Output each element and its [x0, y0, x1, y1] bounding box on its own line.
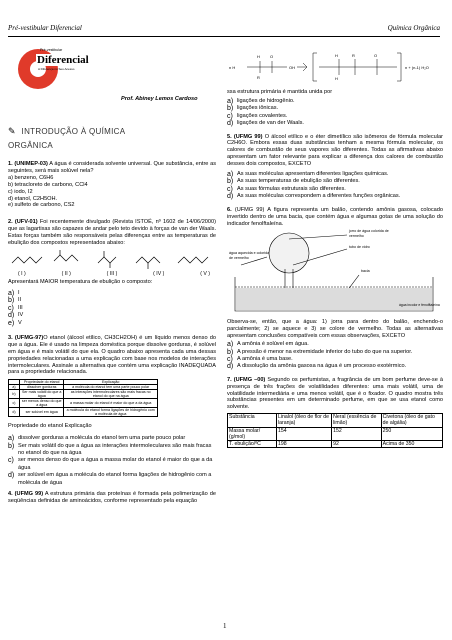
q6-option-b: b) A pressão é menor na extremidade inferior do tubo do que na superior.: [227, 348, 413, 356]
table-row: b) Ser mais volátil do que a água as interações intermoleculares são mais fracas no etanol do que na água: [9, 390, 158, 399]
q2-option-b: b) II: [8, 297, 22, 305]
svg-text:O: O: [270, 54, 274, 59]
q2-after: Apresentará MAIOR temperatura de ebulição o composto:: [8, 278, 153, 285]
ammonia-fountain-figure: [227, 229, 443, 317]
header-rule: [8, 36, 440, 37]
svg-text:H: H: [257, 54, 260, 59]
q3-options: [8, 435, 216, 487]
question-7: 7. (UFMG –00) Segundo os perfumistas, a fragrância de um bom perfume deve-se à presença de três frações de volatilidades diferentes: uma mais volátil, uma de volatilidade intermediária e uma menos volátil, que é o fixador. O quadro mostra três substâncias presentes em um determinado perfume, em que se usa etanol como solvente.: [227, 376, 443, 411]
q3-table: Propriedade do etanol Explicação a) dissolver gorduras a molécula do etanol tem uma parte pouco polar b) Ser mais volátil do que a água as interações intermoleculares são mais fracas no etanol do que na água c) ser menos denso do que a água a massa molar do etanol é maior do que a da água d) ser solúvel em água a molécula do etanol forma ligações de hidrogênio com a molécula de água: [8, 379, 158, 417]
fig-label-jorro: jorro de água colorida de vermelho: [349, 229, 389, 238]
q1-option-b: b) tetracloreto de carbono, CCl4: [8, 181, 88, 188]
q1-option-a: a) benzeno, C6H6: [8, 174, 54, 181]
svg-text:n + (n-1) H₂O: n + (n-1) H₂O: [405, 65, 429, 70]
q6-options: [227, 341, 443, 371]
author: Prof. Abiney Lemos Cardoso: [121, 96, 198, 102]
q6-option-c: c) A amônia é uma base.: [227, 355, 293, 363]
fig-label-agua-aquecida: água aquecida e colorida de vermelho: [229, 251, 270, 260]
svg-text:OH: OH: [289, 65, 295, 70]
logo-pre: Pré-vestibular: [40, 48, 63, 52]
q1-option-d: d) etanol, C2H5OH.: [8, 195, 58, 202]
page-number: 1: [223, 622, 227, 630]
svg-text:O: O: [374, 53, 378, 58]
q1-option-e: e) sulfeto de carbono, CS2: [8, 202, 75, 209]
q2-option-e: e) V: [8, 319, 22, 327]
q6-after: Observa-se, então, que a água: 1) jorra para dentro do balão, enchendo-o parcialmente; 2) se aquece e 3) se colore de vermelho. Todas as alternativas apresentam conclusões compatíveis com essas observações, EXCETO: [227, 319, 443, 340]
q5-option-d: d) As suas moléculas correspondem a diferentes funções orgânicas.: [227, 193, 401, 201]
q4-option-c: c) ligações covalentes.: [227, 112, 288, 120]
q3-option-c: c) ser menos denso do que a água a massa molar do etanol é maior do que a da água: [8, 457, 213, 471]
q4-option-d: d) ligações de van der Waals.: [227, 120, 304, 128]
q3-after: Propriedade do etanol Explicação: [8, 423, 92, 430]
polymerization-equation-figure: [227, 45, 443, 89]
svg-text:R: R: [257, 75, 260, 80]
svg-text:n H: n H: [229, 65, 236, 70]
q5-options: [227, 171, 443, 201]
fig-label-bacia: bacia: [361, 269, 370, 274]
q2-options: [8, 290, 216, 327]
q4-option-a: a) ligações de hidrogênio.: [227, 97, 295, 105]
question-1: 1. (UNIMEP-03) A água é considerada solvente universal. Que substância, entre as seguintes, será mais solúvel nela?: [8, 161, 216, 174]
q2-option-a: a) I: [8, 289, 20, 297]
question-2: 2. (UFV-01) Foi recentemente divulgado (Revista ISTOÉ, nº 1602 de 14/06/2000) que as lagartixas são capazes de andar pelo teto devido à forças de van der Waals. Estas forças também são responsáveis pelas diferenças entre as temperaturas de ebulição dos compostos representados abaixo:: [8, 219, 216, 247]
svg-text:H: H: [335, 53, 338, 58]
q1-option-c: c) iodo, I2: [8, 188, 33, 195]
compound-labels: ( I ) ( II ) ( III ) ( IV ) ( V ): [18, 270, 210, 277]
right-column: [227, 45, 443, 448]
q5-option-c: c) As suas fórmulas estruturais são diferentes.: [227, 185, 346, 193]
q6-option-d: d) A dissolução da amônia gasosa na água é um processo exotérmico.: [227, 363, 407, 371]
q4-continuation: ssa estrutura primária é mantida unida por: [227, 89, 333, 95]
q4-options: [227, 98, 443, 128]
q5-option-a: a) As suas moléculas apresentam diferentes ligações químicas.: [227, 171, 389, 179]
table-row: d) ser solúvel em água a molécula do etanol forma ligações de hidrogênio com a molécula de água: [9, 408, 158, 417]
logo-name: Diferencial: [37, 54, 89, 66]
header-left: Pré-vestibular Diferencial: [8, 24, 82, 32]
q5-option-b: b) As suas temperaturas de ebulição são diferentes.: [227, 178, 360, 186]
question-3: 3. (UFMG-97)O etanol (álcool etílico, CH3CH2OH) é um líquido menos denso do que a água. Ele é usado na limpeza doméstica porque dissolve gorduras, é solúvel em água e é mais volátil do que ela. O quadro abaixo apresenta cada uma dessas propriedades relacionadas a uma explicação com base nos modelos de interações intermoleculares. Assinale a alternativa que contém uma explicação INADEQUADA para a propriedade relacionada.: [8, 334, 217, 376]
pencil-icon: ✎: [8, 126, 16, 136]
table-row: T. ebulição/ºC 198 92 Acima de 350: [228, 441, 443, 448]
q4-option-b: b) ligações iônicas.: [227, 105, 279, 113]
q3-option-d: d) ser solúvel em água a molécula do etanol forma ligações de hidrogênio com a molécula de água: [8, 472, 212, 486]
svg-text:R: R: [352, 53, 355, 58]
q2-option-d: d) IV: [8, 312, 24, 320]
q3-option-b: b) Ser mais volátil do que a água as interações intermoleculares são mais fracas no etanol do que na água: [8, 442, 212, 457]
table-row: a) dissolver gorduras a molécula do etanol tem uma parte pouco polar: [9, 385, 158, 390]
table-row: Substância Linalol (óleo de flor de laranja) Neral (essência de limão) Civetona (óleo de gato de algália): [228, 414, 443, 427]
fig-label-agua-incolor: água incolor e fenolftaleína: [399, 303, 440, 308]
q6-option-a: a) A amônia é solúvel em água.: [227, 341, 309, 349]
left-column: [8, 161, 216, 505]
alkane-structures-figure: [8, 249, 216, 271]
logo: [14, 45, 94, 95]
q7-table: [227, 413, 443, 448]
svg-text:H: H: [335, 76, 338, 81]
fig-label-tubo: tubo de vidro: [349, 245, 370, 250]
q2-option-c: c) III: [8, 304, 23, 312]
table-row: Massa molar/ (g/mol) 154 152 250: [228, 427, 443, 440]
q3-option-a: a) dissolver gorduras a molécula do etanol tem uma parte pouco polar: [8, 435, 186, 443]
question-4: 4. (UFMG 99) A estrutura primária das proteínas é formada pela polimerização de seqüências definidas de aminoácidos, conforme representado pela equação: [8, 491, 216, 504]
section-title: ✎ INTRODUÇÃO À QUÍMICA ORGÂNICA: [8, 126, 126, 150]
table-row: c) ser menos denso do que a água a massa molar do etanol é maior do que a da água: [9, 399, 158, 408]
header-right: Química Orgânica: [387, 24, 440, 32]
question-6: 6. (UFMG 99) A figura representa um balão, contendo amônia gasosa, colocado invertido dentro de uma bacia, que contém água e algumas gotas de uma solução do indicador fenolftaleína.: [227, 206, 443, 227]
question-5: 5. (UFMG 99) O álcool etílico e o éter dimetílico são isômeros de fórmula molecular C2H6O. Embora essas duas substâncias tenham a mesma fórmula molecular, os calores de combustão de seus vapores são diferentes. Todas as afirmativas abaixo apresentam um fator relevante para explicar a diferença dos calores de combustão desses dois compostos, EXCETO: [227, 133, 443, 168]
logo-tagline: A Diferença no Seu Acesso: [38, 67, 75, 71]
